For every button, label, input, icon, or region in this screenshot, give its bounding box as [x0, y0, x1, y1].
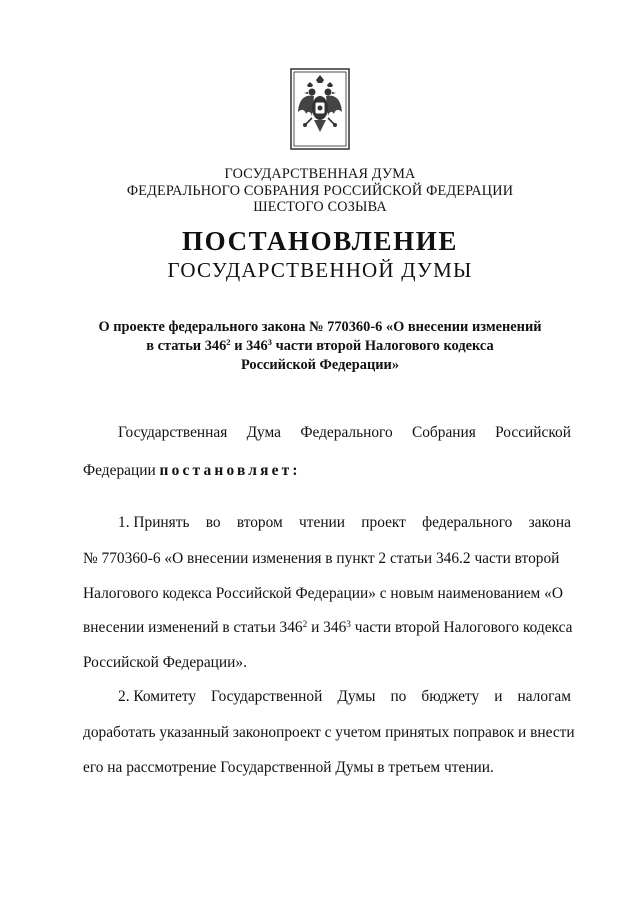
item1-line-3: Налогового кодекса Российской Федерации» с новым наименованием «О: [83, 585, 563, 602]
item2-line-2: доработать указанный законопроект с учетом принятых поправок и внести: [83, 724, 575, 741]
caption-line-3: Российской Федерации»: [240, 357, 400, 373]
item1-line-1: 1. Принять во втором чтении проект федерального закона: [118, 514, 571, 531]
item1-line-2: № 770360-6 «О внесении изменения в пункт 2 статьи 346.2 части второй: [83, 550, 560, 567]
item2-line-3: его на рассмотрение Государственной Думы в третьем чтении.: [83, 759, 494, 776]
preamble-line-1: Государственная Дума Федерального Собрания Российской: [118, 424, 571, 441]
document-body: [83, 0, 575, 905]
caption-line-2: в статьи $346^2$ и $346^3$ части второй Налогового кодекса: [146, 336, 494, 354]
decree-verb: постановляет:: [159, 462, 301, 479]
issuer-line-3: ШЕСТОГО СОЗЫВА: [253, 199, 387, 215]
item1-line-4: внесении изменений в статьи $346^2$ и $346^3$ части второй Налогового кодекса: [83, 618, 573, 636]
item2-line-1: 2. Комитету Государственной Думы по бюджету и налогам: [118, 688, 571, 705]
caption-line-1: О проекте федерального закона № 770360-6 «О внесении изменений: [98, 319, 542, 335]
issuer-line-1: ГОСУДАРСТВЕННАЯ ДУМА: [224, 166, 416, 182]
item1-line-5: Российской Федерации».: [83, 654, 247, 671]
document-subtitle: ГОСУДАРСТВЕННОЙ ДУМЫ: [167, 258, 473, 282]
issuer-line-2: ФЕДЕРАЛЬНОГО СОБРАНИЯ РОССИЙСКОЙ ФЕДЕРАЦИИ: [126, 182, 514, 199]
document-title: ПОСТАНОВЛЕНИЕ: [182, 226, 458, 256]
preamble-line-2: Федерации постановляет:: [83, 462, 301, 479]
